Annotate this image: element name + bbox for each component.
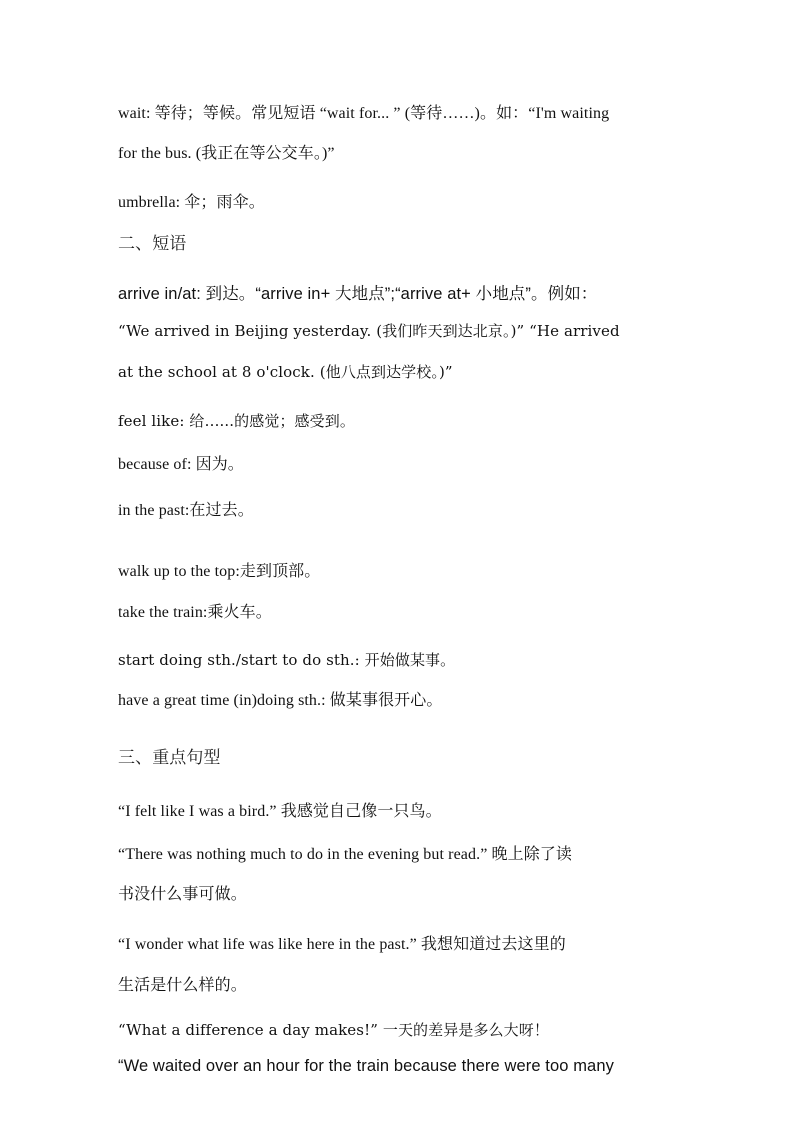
phrase-walk-up: walk up to the top:走到顶部。 <box>118 563 321 580</box>
phrase-arrive-line-2: “We arrived in Beijing yesterday. (我们昨天到达北京。)” “He arrived <box>118 322 620 340</box>
sentence-1: “I felt like I was a bird.” 我感觉自己像一只鸟。 <box>118 803 442 820</box>
section-2-heading: 二、短语 <box>118 234 187 254</box>
phrase-take-train: take the train:乘火车。 <box>118 604 272 621</box>
sentence-3-line-1: “I wonder what life was like here in the past.” 我想知道过去这里的 <box>118 936 566 953</box>
phrase-feel-like: feel like: 给…...的感觉；感受到。 <box>118 412 355 430</box>
sentence-2-line-1: “There was nothing much to do in the evening but read.” 晚上除了读 <box>118 846 572 863</box>
phrase-have-great-time: have a great time (in)doing sth.: 做某事很开心。 <box>118 692 443 709</box>
vocab-wait-line-2: for the bus. (我正在等公交车。)” <box>118 145 335 162</box>
sentence-5: “We waited over an hour for the train because there were too many <box>118 1057 614 1075</box>
phrase-start-doing: start doing sth./start to do sth.: 开始做某事。 <box>118 651 456 669</box>
phrase-in-the-past: in the past:在过去。 <box>118 502 254 519</box>
vocab-wait-line-1: wait: 等待；等候。常见短语 “wait for... ” (等待……)。如：“I'm waiting <box>118 105 610 122</box>
phrase-arrive-line-1: arrive in/at: 到达。“arrive in+ 大地点”;“arrive at+ 小地点”。例如： <box>118 285 598 303</box>
sentence-4: “What a difference a day makes!” 一天的差异是多么大呀！ <box>118 1021 549 1039</box>
section-3-heading: 三、重点句型 <box>118 748 221 768</box>
vocab-umbrella: umbrella: 伞；雨伞。 <box>118 194 265 211</box>
sentence-3-line-2: 生活是什么样的。 <box>118 977 247 994</box>
phrase-arrive-line-3: at the school at 8 o'clock. (他八点到达学校。)” <box>118 363 453 381</box>
phrase-because-of: because of: 因为。 <box>118 456 244 473</box>
sentence-2-line-2: 书没什么事可做。 <box>118 886 247 903</box>
